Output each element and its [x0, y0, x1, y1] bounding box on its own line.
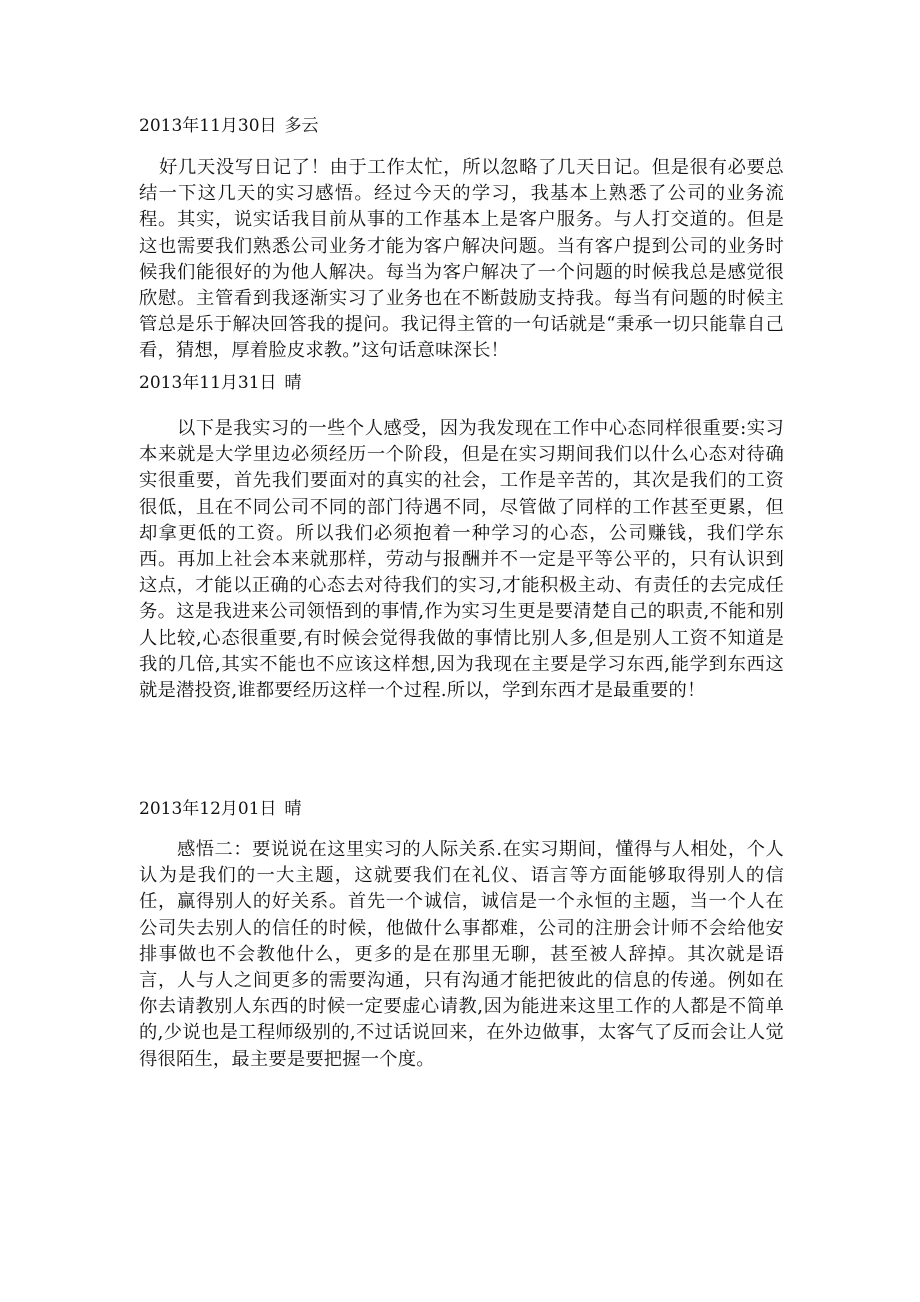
entry-date: 2013年11月30日	[139, 116, 277, 136]
entry-weather: 多云	[284, 116, 319, 136]
entry-date: 2013年12月01日	[139, 799, 277, 819]
entry-body: 好几天没写日记了！由于工作太忙，所以忽略了几天日记。但是很有必要总结一下这几天的实习感悟。经过今天的学习，我基本上熟悉了公司的业务流程。其实，说实话我目前从事的工作基本上是客户服务。与人打交道的。但是这也需要我们熟悉公司业务才能为客户解决问题。当有客户提到公司的业务时候我们能很好的为他人解决。每当为客户解决了一个问题的时候我总是感觉很欣慰。主管看到我逐渐实习了业务也在不断鼓励支持我。每当有问题的时候主管总是乐于解决回答我的提问。我记得主管的一句话就是“秉承一切只能靠自己看，猜想，厚着脸皮求教。”这句话意味深长！	[139, 157, 784, 362]
diary-entry-1	[139, 114, 784, 365]
entry-weather: 晴	[284, 373, 302, 393]
diary-entry-2	[139, 371, 784, 704]
entry-body: 感悟二：要说说在这里实习的人际关系.在实习期间，懂得与人相处，个人认为是我们的一大主题，这就要我们在礼仪、语言等方面能够取得别人的信任，赢得别人的好关系。首先一个诚信，诚信是一个永恒的主题，当一个人在公司失去别人的信任的时候，他做什么事都难，公司的注册会计师不会给他安排事做也不会教他什么，更多的是在那里无聊，甚至被人辞掉。其次就是语言，人与人之间更多的需要沟通，只有沟通才能把彼此的信息的传递。例如在你去请教别人东西的时候一定要虚心请教,因为能进来这里工作的人都是不简单的,少说也是工程师级别的,不过话说回来，在外边做事，太客气了反而会让人觉得很陌生，最主要是要把握一个度。	[139, 839, 784, 1070]
diary-entry-3	[139, 797, 784, 1073]
entry-date-line	[139, 114, 784, 138]
entry-date-line	[139, 371, 784, 395]
entry-date: 2013年11月31日	[139, 373, 277, 393]
entry-weather: 晴	[284, 799, 302, 819]
entry-date-line	[139, 797, 784, 821]
entry-body: 以下是我实习的一些个人感受，因为我发现在工作中心态同样很重要:实习本来就是大学里边必须经历一个阶段，但是在实习期间我们以什么心态对待确实很重要，首先我们要面对的真实的社会，工作是辛苦的，其次是我们的工资很低，且在不同公司不同的部门待遇不同，尽管做了同样的工作甚至更累，但却拿更低的工资。所以我们必须抱着一种学习的心态，公司赚钱，我们学东西。再加上社会本来就那样，劳动与报酬并不一定是平等公平的，只有认识到这点，才能以正确的心态去对待我们的实习,才能积极主动、有责任的去完成任务。这是我进来公司领悟到的事情,作为实习生更是要清楚自己的职责,不能和别人比较,心态很重要,有时候会觉得我做的事情比别人多,但是别人工资不知道是我的几倍,其实不能也不应该这样想,因为我现在主要是学习东西,能学到东西这就是潜投资,谁都要经历这样一个过程.所以，学到东西才是最重要的！	[139, 418, 784, 702]
